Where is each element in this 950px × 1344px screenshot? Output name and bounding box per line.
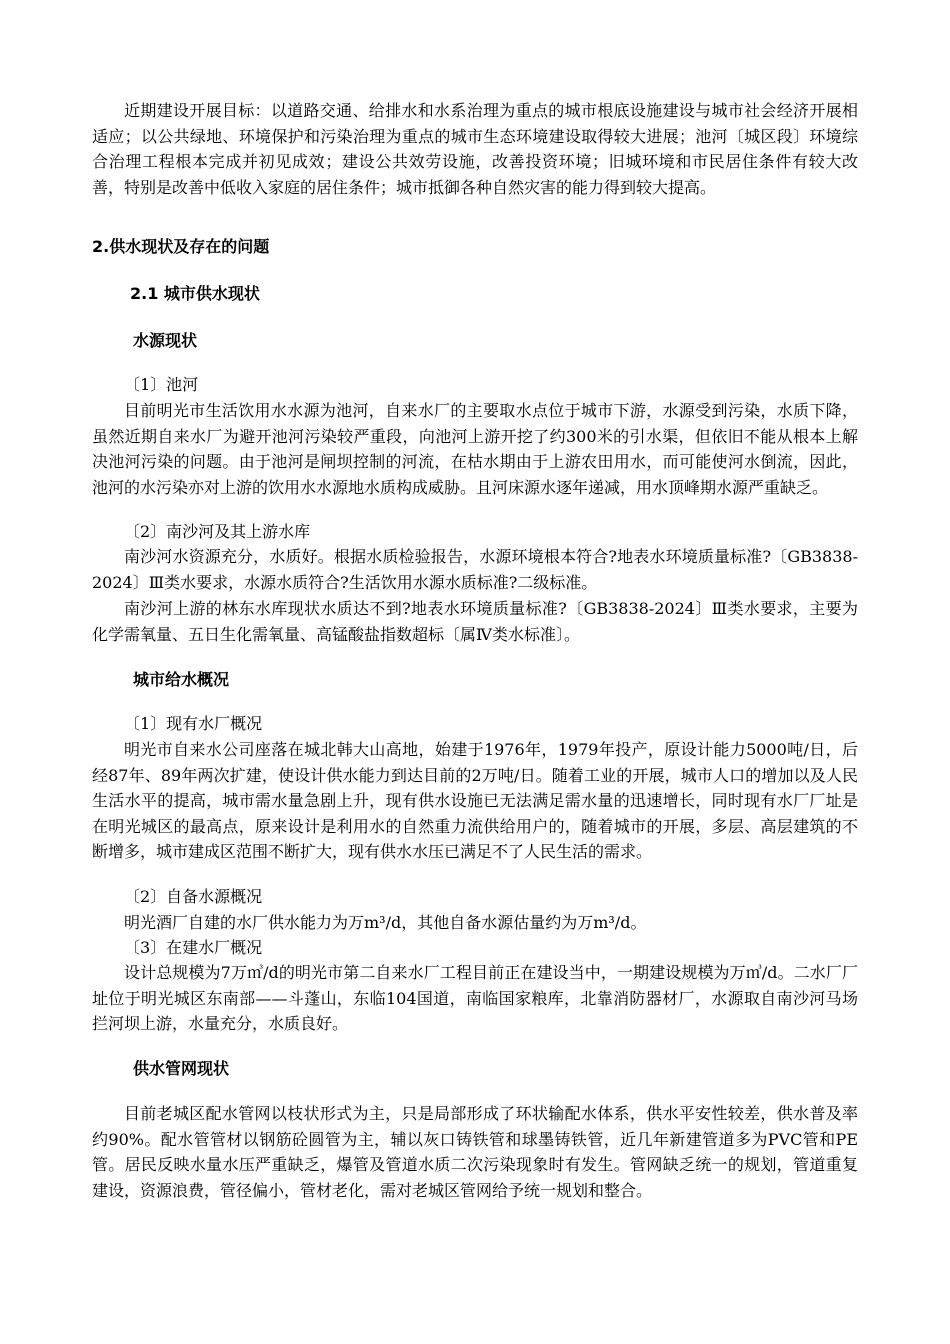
new-plant-label: 〔3〕在建水厂概况 [124, 938, 263, 957]
pipe-network-heading: 供水管网现状 [133, 1059, 230, 1078]
self-supply-label: 〔2〕自备水源概况 [124, 887, 263, 906]
section-2-heading: 2.供水现状及存在的问题 [92, 237, 270, 256]
chihe-paragraph: 目前明光市生活饮用水水源为池河，自来水厂的主要取水点位于城市下游，水源受到污染，水质下降，虽然近期自来水厂为避开池河污染较严重段，向池河上游开挖了约300米的引水渠，但依旧不能从根本上解决池河污染的问题。由于池河是闸坝控制的河流，在枯水期由于上游农田用水，而可能使河水倒流，因此，池河的水污染亦对上游的饮用水水源地水质构成威胁。且河床源水逐年递减，用水顶峰期水源严重缺乏。 [92, 401, 858, 497]
water-supply-heading: 城市给水概况 [133, 670, 230, 689]
existing-plant-paragraph: 明光市自来水公司座落在城北韩大山高地，始建于1976年，1979年投产，原设计能力5000吨/日，后经87年、89年两次扩建，使设计供水能力到达目前的2万吨/日。随着工业的开展，城市人口的增加以及人民生活水平的提高，城市需水量急剧上升，现有供水设施已无法满足需水量的迅速增长，同时现有水厂厂址是在明光城区的最高点，原来设计是利用水的自然重力流供给用户的，随着城市的开展，多层、高层建筑的不断增多，城市建成区范围不断扩大，现有供水水压已满足不了人民生活的需求。 [92, 740, 858, 862]
intro-paragraph: 近期建设开展目标：以道路交通、给排水和水系治理为重点的城市根底设施建设与城市社会经济开展相适应；以公共绿地、环境保护和污染治理为重点的城市生态环境建设取得较大进展；池河〔城区段〕环境综合治理工程根本完成并初见成效；建设公共效劳设施，改善投资环境；旧城环境和市民居住条件有较大改善，特别是改善中低收入家庭的居住条件；城市抵御各种自然灾害的能力得到较大提高。 [92, 101, 858, 197]
new-plant-paragraph: 设计总规模为7万㎥/d的明光市第二自来水厂工程目前正在建设当中，一期建设规模为万㎥/d。二水厂厂址位于明光城区东南部——斗蓬山，东临104国道，南临国家粮库，北靠消防器材厂，水源取自南沙河马场拦河坝上游，水量充分，水质良好。 [92, 963, 858, 1034]
section-2-1-heading: 2.1 城市供水现状 [130, 284, 260, 303]
self-supply-paragraph: 明光酒厂自建的水厂供水能力为万m³/d，其他自备水源估量约为万m³/d。 [124, 913, 647, 932]
water-source-heading: 水源现状 [133, 331, 198, 350]
existing-plant-label: 〔1〕现有水厂概况 [124, 714, 263, 733]
pipe-network-paragraph: 目前老城区配水管网以枝状形式为主，只是局部形成了环状输配水体系，供水平安性较差，供水普及率约90%。配水管管材以钢筋砼圆管为主，辅以灰口铸铁管和球墨铸铁管，近几年新建管道多为PVC管和PE管。居民反映水量水压严重缺乏，爆管及管道水质二次污染现象时有发生。管网缺乏统一的规划，管道重复建设，资源浪费，管径偏小，管材老化，需对老城区管网给予统一规划和整合。 [92, 1104, 858, 1200]
nanshahe-paragraph-2: 南沙河上游的林东水库现状水质达不到?地表水环境质量标准?〔GB3838-2024〕Ⅲ类水要求，主要为化学需氧量、五日生化需氧量、高锰酸盐指数超标〔属Ⅳ类水标准〕。 [92, 599, 858, 644]
nanshahe-label: 〔2〕南沙河及其上游水库 [124, 522, 311, 541]
nanshahe-paragraph-1: 南沙河水资源充分，水质好。根据水质检验报告，水源环境根本符合?地表水环境质量标准?〔GB3838-2024〕Ⅲ类水要求，水源水质符合?生活饮用水源水质标准?二级标准。 [92, 547, 858, 592]
chihe-label: 〔1〕池河 [124, 375, 199, 394]
